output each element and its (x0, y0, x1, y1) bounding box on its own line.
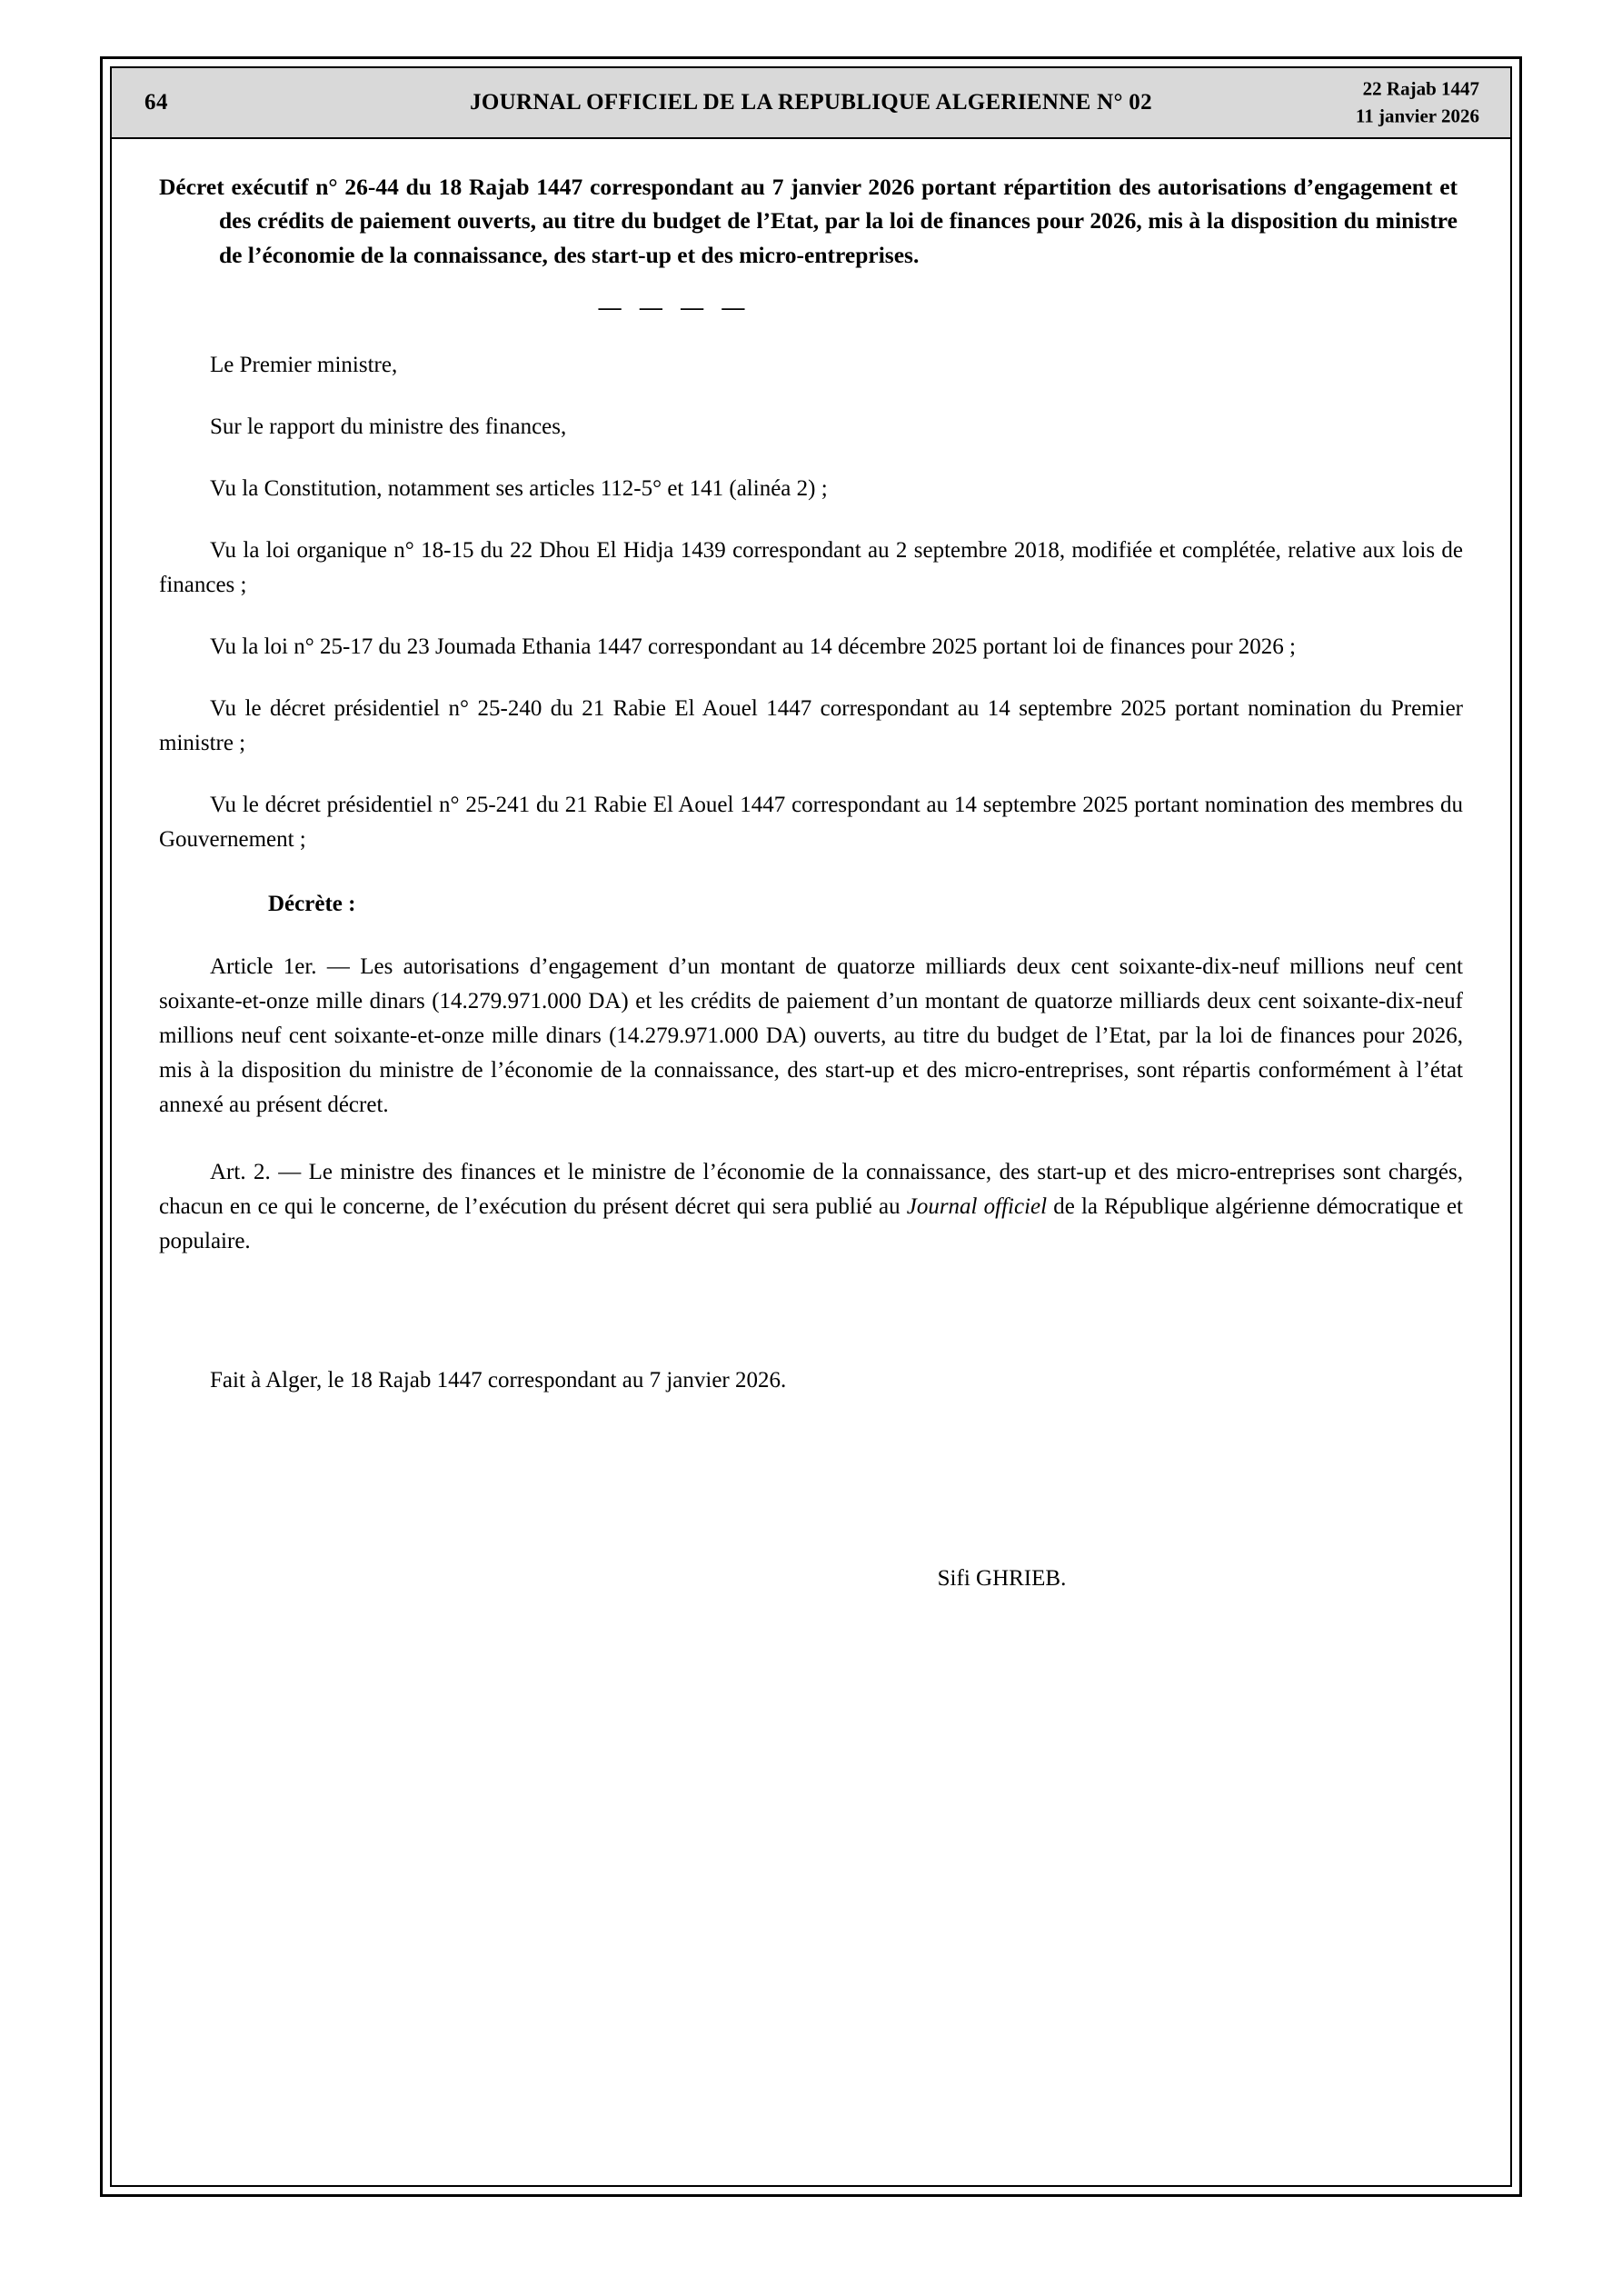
journal-page (100, 56, 1522, 2197)
signature: Sifi GHRIEB. (937, 1566, 1067, 1592)
visa-4: Vu le décret présidentiel n° 25-240 du 21 Rabie El Aouel 1447 correspondant au 14 septembre 2025 portant nomination du Premier ministre ; (159, 696, 1463, 756)
article-1: Article 1er. — Les autorisations d’engagement d’un montant de quatorze milliards deux cent soixante-dix-neuf millions neuf cent soixante-et-onze mille dinars (14.279.971.000 DA) et les crédits de paiement d’un montant de quatorze milliards deux cent soixante-dix-neuf millions neuf cent soixante-et-onze mille dinars (14.279.971.000 DA) ouverts, au titre du budget de l’Etat, par la loi de finances pour 2026, mis à la disposition du ministre de l’économie de la connaissance, des start-up et des micro-entreprises, sont répartis conformément à l’état annexé au présent décret. (159, 954, 1463, 1118)
page-body (112, 139, 1510, 2185)
page-inner-border (110, 66, 1512, 2187)
visa-2: Vu la loi organique n° 18-15 du 22 Dhou El Hidja 1439 correspondant au 2 septembre 2018, modifiée et complétée, relative aux lois de finances ; (159, 538, 1463, 598)
intro-line: Le Premier ministre, (210, 353, 398, 378)
journal-title: JOURNAL OFFICIEL DE LA REPUBLIQUE ALGERIENNE N° 02 (470, 90, 1152, 115)
page-number: 64 (144, 90, 168, 115)
date-gregorian: 11 janvier 2026 (1355, 105, 1479, 127)
article-2 (159, 1123, 1463, 1259)
article-2-journal-officiel: Journal officiel (906, 1194, 1048, 1220)
fait-a-alger: Fait à Alger, le 18 Rajab 1447 correspondant au 7 janvier 2026. (210, 1368, 787, 1393)
visa-5: Vu le décret présidentiel n° 25-241 du 21 Rabie El Aouel 1447 correspondant au 14 septembre 2025 portant nomination des membres du Gouvernement ; (159, 793, 1463, 853)
header-dates (1356, 75, 1479, 131)
decrete-label: Décrète : (268, 892, 356, 917)
visa-3: Vu la loi n° 25-17 du 23 Joumada Ethania 1447 correspondant au 14 décembre 2025 portant loi de finances pour 2026 ; (210, 634, 1297, 660)
date-hijri: 22 Rajab 1447 (1362, 77, 1479, 100)
decree-title: Décret exécutif n° 26-44 du 18 Rajab 1447 correspondant au 7 janvier 2026 portant répartition des autorisations d’engagement et des crédits de paiement ouverts, au titre du budget de l’Etat, par la loi de finances pour 2026, mis à la disposition du ministre de l’économie de la connaissance, des start-up et des micro-entreprises. (159, 174, 1458, 268)
article-2-part2: de la République algérienne démocratique et populaire. (159, 1194, 1463, 1254)
article-2-part1: Art. 2. — Le ministre des finances et le ministre de l’économie de la connaissance, des start-up et des micro-entreprises sont chargés, chacun en ce qui le concerne, de l’exécution du présent décret qui sera publié au (159, 1160, 1463, 1220)
page-header (112, 68, 1510, 139)
section-separator: — — — — (598, 295, 751, 321)
visa-1: Vu la Constitution, notamment ses articles 112-5° et 141 (alinéa 2) ; (210, 476, 828, 502)
report-line: Sur le rapport du ministre des finances, (210, 414, 567, 440)
